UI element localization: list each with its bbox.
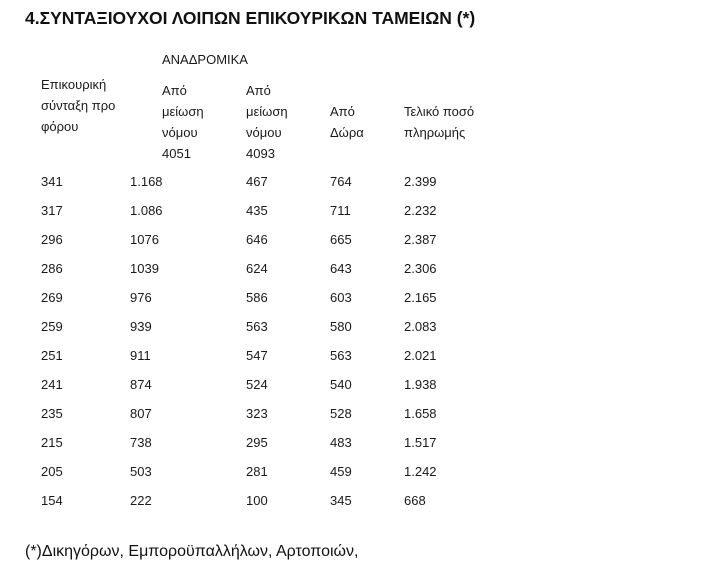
table-cell: 580	[330, 319, 352, 334]
table-cell: 1.517	[404, 435, 437, 450]
table-cell: 281	[246, 464, 268, 479]
table-cell: 235	[41, 406, 63, 421]
table-cell: 1.168	[130, 174, 163, 189]
table-cell: 540	[330, 377, 352, 392]
table-cell: 1.242	[404, 464, 437, 479]
page-title: 4.ΣΥΝΤΑΞΙΟΥΧΟΙ ΛΟΙΠΩΝ ΕΠΙΚΟΥΡΙΚΩΝ ΤΑΜΕΙΩΝ (*)	[25, 8, 476, 28]
column-header-line: Τελικό ποσό	[404, 104, 475, 119]
column-header-line: Από	[330, 104, 355, 119]
table-cell: 547	[246, 348, 268, 363]
column-header-line: Δώρα	[330, 125, 364, 140]
table-cell: 1.086	[130, 203, 163, 218]
table-cell: 874	[130, 377, 152, 392]
table-cell: 241	[41, 377, 63, 392]
column-header-line: σύνταξη προ	[41, 98, 116, 113]
table-cell: 563	[330, 348, 352, 363]
table-cell: 586	[246, 290, 268, 305]
table-cell: 911	[130, 348, 151, 363]
column-header-line: μείωση	[162, 104, 204, 119]
table-cell: 435	[246, 203, 268, 218]
table-cell: 668	[404, 493, 426, 508]
table-cell: 345	[330, 493, 352, 508]
table-cell: 341	[41, 174, 63, 189]
table-cell: 646	[246, 232, 268, 247]
table-cell: 296	[41, 232, 63, 247]
table-cell: 2.306	[404, 261, 437, 276]
table-cell: 643	[330, 261, 352, 276]
table-cell: 2.021	[404, 348, 437, 363]
column-header	[41, 74, 115, 137]
table-cell: 205	[41, 464, 63, 479]
table-cell: 524	[246, 377, 268, 392]
table-cell: 215	[41, 435, 63, 450]
table-cell: 286	[41, 261, 63, 276]
table-cell: 1076	[130, 232, 159, 247]
column-header-line: πληρωμής	[404, 125, 466, 140]
table-cell: 1039	[130, 261, 159, 276]
table-cell: 2.232	[404, 203, 437, 218]
footnote: (*)Δικηγόρων, Εμποροϋπαλλήλων, Αρτοποιών,	[25, 543, 359, 560]
table-cell: 323	[246, 406, 268, 421]
table-cell: 711	[330, 203, 351, 218]
table-cell: 2.387	[404, 232, 437, 247]
table-cell: 738	[130, 435, 152, 450]
group-header-retroactive: ΑΝΑΔΡΟΜΙΚΑ	[162, 52, 248, 67]
table-cell: 295	[246, 435, 268, 450]
table-cell: 563	[246, 319, 268, 334]
table-cell: 807	[130, 406, 152, 421]
table-cell: 603	[330, 290, 352, 305]
column-header-line: φόρου	[41, 119, 79, 134]
table-cell: 259	[41, 319, 63, 334]
column-header-line: Επικουρική	[41, 77, 107, 92]
column-header	[246, 80, 288, 164]
table-cell: 624	[246, 261, 268, 276]
column-header-line: νόμου	[162, 125, 198, 140]
table-cell: 2.165	[404, 290, 437, 305]
table-cell: 764	[330, 174, 352, 189]
table-cell: 1.658	[404, 406, 437, 421]
table-cell: 269	[41, 290, 63, 305]
table-cell: 939	[130, 319, 152, 334]
table-cell: 665	[330, 232, 352, 247]
table-cell: 503	[130, 464, 152, 479]
table-cell: 459	[330, 464, 352, 479]
table-cell: 976	[130, 290, 152, 305]
column-header	[162, 80, 204, 164]
table-cell: 2.399	[404, 174, 437, 189]
table-cell: 2.083	[404, 319, 437, 334]
table-cell: 1.938	[404, 377, 437, 392]
table-cell: 154	[41, 493, 63, 508]
table-cell: 251	[41, 348, 63, 363]
column-header-line: Από	[162, 83, 187, 98]
table-cell: 317	[41, 203, 63, 218]
column-header-line: 4051	[162, 146, 191, 161]
column-header-line: νόμου	[246, 125, 282, 140]
table-cell: 467	[246, 174, 268, 189]
column-header-line: μείωση	[246, 104, 288, 119]
column-header	[404, 101, 474, 143]
column-header-line: 4093	[246, 146, 275, 161]
table-cell: 100	[246, 493, 268, 508]
table-cell: 222	[130, 493, 152, 508]
table-cell: 528	[330, 406, 352, 421]
table-cell: 483	[330, 435, 352, 450]
column-header	[330, 101, 364, 143]
column-header-line: Από	[246, 83, 271, 98]
